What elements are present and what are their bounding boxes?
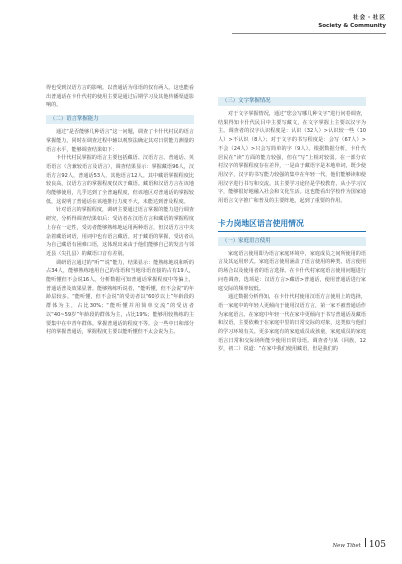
section-title-cn: 社会・社区 [353, 15, 386, 21]
page-number: 105 [368, 540, 386, 550]
paragraph: 针对语言的掌握程度，调研主要通过语言掌握的能力进行调查研究，分析得调查结果如后：受访者在汉语方言和藏语的掌握程度上存在一定性，受访者能够熟练地运用两种语言，但汉语方言中夹杂着藏语词语，用词中也有语言藏语。对于藏语的掌握，受访者认为自己藏语有困难口语，这体现出来由于他们能够自己的发音与邻近县（尖扎县）的藏语口音有差别。 [46, 207, 194, 257]
paragraph: 对于文字掌握情况，通过“您会写哪几种文字”进行问卷调查，结果得知卡什代民目中主要写藏文，在文字掌握上主要以汉字为主。调查者的汉字认识程度是：认识（32人）>认识较一些（10人）>不认识（8人）；对于文字的书写程度是：会写（67人）>不会（24人）>只会写简单的字（9人）。根据数据分析，卡什代居民在“读”方面的能力较强，但在“写”上相对较弱。在一部分农村汉字的掌握程度存在差异，一是由于藏语字是本地单词，既少使用汉字，汉字的书写能力较强的集中在年轻一代，他们能够读和使用汉字进行书写和交流。其主要学习途径是学校教育，从小学习汉字，能够很好地融入社会和文化生活。这也能看出学校作为国家通用语言文字推广和普及的主要阵地，起到了重要的作用。 [218, 111, 366, 205]
continued-paragraph: 得也受到汉语方言的影响。以普通话为母语的仅有两人。这也能看出普通话在卡什代村的使用主要是通过后期学习及其他传播渠道影响的。 [46, 85, 194, 109]
subheading-language-ability: （二）语言掌握能力 [46, 115, 194, 124]
subheading-writing: （三）文字掌握情况 [218, 97, 366, 106]
section-title-en: Society & Community [318, 23, 386, 29]
section-heading-rule [218, 231, 366, 232]
page-footer [332, 538, 386, 550]
header-divider [232, 33, 386, 34]
paragraph: 调研语言通过的“听”“说”能力，结果显示：能熟练地说和听的占34人，能够熟练地用自己的母语和当地母语直接的占有19人，能听懂但不会说16人。分析数据可知普通话掌握程度中等偏上，普通话普及效果显著。能够熟练听说者，“能听懂，但不会说”的年龄层较多。“能听懂，但不会说”的受访者以“60岁以上”年龄段的群体为主，占比30%；“能听懂并用简单交流”的受访者以“40~59岁”年龄段的群体为主，占比19%；能够用较熟练的主要集中在中青年群体。掌握普通话的程度不等。会一些中日和部分村的掌握普通话，掌握程度主要以能听懂但不太会说为主。 [46, 259, 194, 336]
running-header [318, 14, 386, 30]
section-heading: 卡力岗地区语言使用情况 [218, 218, 304, 228]
footer-separator [365, 538, 366, 547]
paragraph: 通过“是否能够几种语言”这一问题，调查了卡什代村民的语言掌握能力，同时在调查过程中辅以观察法确定其对日常能力测量的语言水平，能够调查结果如下： [46, 129, 194, 153]
right-column [218, 97, 366, 354]
paragraph: 通过数据分析得知，在卡什代村使用汉语方言使用上的选择，语一家庭中的年轻人更倾向于使用汉语方言，第一家不被普通话作为家庭语言。在家庭中年轻一代在家中更倾向于书写普通话及藏语和汉语，主要依赖于在家庭中里的日常交际的对象，这类似与他们的学习环境有关。更多家庭有的家庭成员或孩童，家庭成员的家庭语言日常和交际场所能少使用日常母语。调查者与某（回族，12岁，初二）说道：“在家中我们使用藏语，但是我们的 [218, 294, 366, 353]
paragraph: 家庭语言使用即为语言家庭环境中，家庭成员之间所使用的语言及其运用形式。家庭语言使用涵盖了语言使用的种类、语言使用的场合以及使用者的语言选择。在卡什代村家庭语言使用问题进行问卷调查，选项是：汉语方言>藏语>普通话，使用普通话进行家庭交际的频率较低。 [218, 250, 366, 292]
magazine-name: New Tibet [332, 543, 361, 549]
section-heading-block [218, 218, 366, 232]
paragraph: 卡什代村民掌握的语言主要包括藏语、汉语方言、普通话、英语语言（含兼较语言及语言），调查结果显示：掌握藏语96人，汉语方言92人，普通话53人，其他语言12人。其中藏语掌握程度比较良高，汉语方言的掌握程度仅次于藏语。藏语和汉语方言在该地均能够使用，几乎达到了全普遍程度，但该地区对普通话的掌握较低，这说明了普通话在该地推行力度不大，未能达到普及程度。 [46, 155, 194, 205]
left-column [46, 84, 194, 337]
subheading-family-language: （一）家庭语言使用 [218, 237, 366, 246]
